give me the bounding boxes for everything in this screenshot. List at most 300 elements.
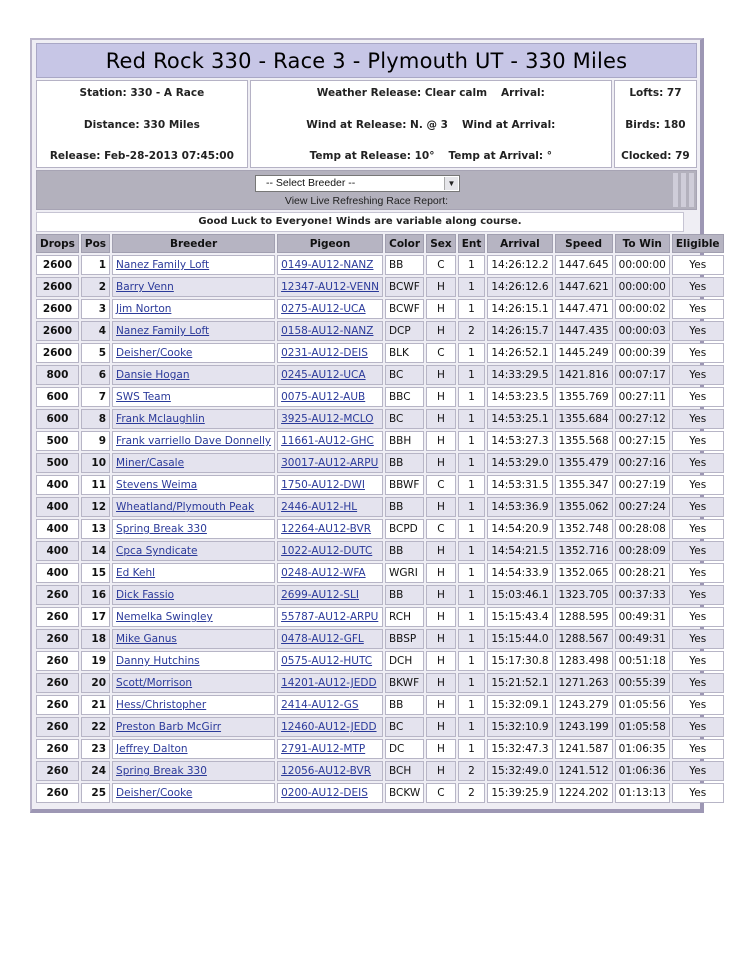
ent-cell: 2 <box>458 761 486 781</box>
sex-cell: H <box>426 563 455 583</box>
decorative-stripes <box>673 173 694 207</box>
sex-cell: H <box>426 541 455 561</box>
pos-cell: 5 <box>81 343 110 363</box>
breeder-link[interactable]: Scott/Morrison <box>116 677 193 689</box>
header-row <box>36 234 730 253</box>
towin-cell: 01:13:13 <box>615 783 670 803</box>
ent-cell: 2 <box>458 321 486 341</box>
table-row <box>36 343 730 363</box>
ent-cell: 1 <box>458 299 486 319</box>
ent-cell: 1 <box>458 717 486 737</box>
breeder-cell <box>112 277 275 297</box>
breeder-link[interactable]: Frank varriello Dave Donnelly <box>116 435 272 447</box>
eligible-cell: Yes <box>672 365 724 385</box>
towin-cell: 00:07:17 <box>615 365 670 385</box>
pos-cell: 15 <box>81 563 110 583</box>
towin-cell: 00:49:31 <box>615 629 670 649</box>
ent-cell: 1 <box>458 387 486 407</box>
breeder-link[interactable]: Deisher/Cooke <box>116 787 193 799</box>
pigeon-link[interactable]: 3925-AU12-MCLO <box>281 413 374 425</box>
breeder-cell <box>112 695 275 715</box>
announcement: Good Luck to Everyone! Winds are variable along course. <box>36 212 684 232</box>
pos-cell: 22 <box>81 717 110 737</box>
arrival-cell: 15:32:10.9 <box>487 717 552 737</box>
ent-cell: 1 <box>458 453 486 473</box>
towin-cell: 00:37:33 <box>615 585 670 605</box>
arrival-cell: 15:32:09.1 <box>487 695 552 715</box>
color-cell: BCKW <box>385 783 424 803</box>
pigeon-link[interactable]: 0275-AU12-UCA <box>281 303 366 315</box>
drops-cell: 500 <box>36 453 79 473</box>
table-row <box>36 695 730 715</box>
drops-cell: 2600 <box>36 277 79 297</box>
drops-cell: 400 <box>36 475 79 495</box>
speed-cell: 1352.716 <box>555 541 613 561</box>
eligible-cell: Yes <box>672 629 724 649</box>
towin-cell: 00:27:19 <box>615 475 670 495</box>
pigeon-cell <box>277 761 383 781</box>
pigeon-link[interactable]: 0200-AU12-DEIS <box>281 787 368 799</box>
distance-label: Distance: 330 Miles <box>83 118 200 131</box>
pigeon-link[interactable]: 2414-AU12-GS <box>281 699 359 711</box>
speed-cell: 1355.684 <box>555 409 613 429</box>
live-report-label: View Live Refreshing Race Report: <box>284 195 449 207</box>
pigeon-link[interactable]: 12056-AU12-BVR <box>281 765 372 777</box>
ent-cell: 1 <box>458 365 486 385</box>
table-row <box>36 475 730 495</box>
arrival-cell: 14:53:27.3 <box>487 431 552 451</box>
breeder-link[interactable]: Jeffrey Dalton <box>116 743 188 755</box>
speed-cell: 1447.435 <box>555 321 613 341</box>
speed-cell: 1447.471 <box>555 299 613 319</box>
speed-cell: 1241.587 <box>555 739 613 759</box>
towin-cell: 00:00:03 <box>615 321 670 341</box>
sex-cell: H <box>426 387 455 407</box>
pigeon-link[interactable]: 0248-AU12-WFA <box>281 567 366 579</box>
pigeon-cell <box>277 409 383 429</box>
ent-cell: 1 <box>458 541 486 561</box>
speed-cell: 1355.479 <box>555 453 613 473</box>
eligible-cell: Yes <box>672 673 724 693</box>
color-cell: BC <box>385 365 424 385</box>
arrival-cell: 14:53:31.5 <box>487 475 552 495</box>
color-cell: BB <box>385 695 424 715</box>
race-title: Red Rock 330 - Race 3 - Plymouth UT - 330 Miles <box>36 43 697 78</box>
pigeon-link[interactable]: 12460-AU12-JEDD <box>281 721 377 733</box>
sex-cell: C <box>426 519 455 539</box>
table-row <box>36 563 730 583</box>
drops-cell: 260 <box>36 629 79 649</box>
pos-cell: 3 <box>81 299 110 319</box>
drops-cell: 600 <box>36 409 79 429</box>
pigeon-link[interactable]: 0231-AU12-DEIS <box>281 347 368 359</box>
eligible-cell: Yes <box>672 497 724 517</box>
breeder-cell <box>112 563 275 583</box>
breeder-cell <box>112 585 275 605</box>
towin-cell: 01:06:36 <box>615 761 670 781</box>
pigeon-link[interactable]: 12264-AU12-BVR <box>281 523 372 535</box>
pigeon-cell <box>277 387 383 407</box>
breeder-cell <box>112 673 275 693</box>
eligible-cell: Yes <box>672 255 724 275</box>
table-row <box>36 255 730 275</box>
ent-cell: 1 <box>458 255 486 275</box>
sex-cell: C <box>426 783 455 803</box>
sex-cell: H <box>426 673 455 693</box>
eligible-cell: Yes <box>672 387 724 407</box>
drops-cell: 260 <box>36 739 79 759</box>
drops-cell: 2600 <box>36 299 79 319</box>
pigeon-cell <box>277 629 383 649</box>
pigeon-link[interactable]: 0075-AU12-AUB <box>281 391 366 403</box>
eligible-cell: Yes <box>672 453 724 473</box>
breeder-link[interactable]: Cpca Syndicate <box>116 545 198 557</box>
pos-cell: 9 <box>81 431 110 451</box>
breeder-link[interactable]: Spring Break 330 <box>116 523 207 535</box>
table-row <box>36 519 730 539</box>
breeder-cell <box>112 431 275 451</box>
ent-cell: 1 <box>458 475 486 495</box>
pos-cell: 8 <box>81 409 110 429</box>
pos-cell: 10 <box>81 453 110 473</box>
wind-release: Wind at Release: N. @ 3 <box>306 118 448 131</box>
breeder-link[interactable]: Frank Mclaughlin <box>116 413 205 425</box>
towin-cell: 01:05:56 <box>615 695 670 715</box>
color-cell: WGRI <box>385 563 424 583</box>
breeder-link[interactable]: Nanez Family Loft <box>116 259 210 271</box>
pigeon-cell <box>277 497 383 517</box>
breeder-link[interactable]: Dansie Hogan <box>116 369 190 381</box>
sex-cell: H <box>426 497 455 517</box>
eligible-cell: Yes <box>672 563 724 583</box>
table-row <box>36 717 730 737</box>
pigeon-link[interactable]: 0478-AU12-GFL <box>281 633 364 645</box>
pos-cell: 20 <box>81 673 110 693</box>
towin-cell: 01:06:35 <box>615 739 670 759</box>
pos-cell: 19 <box>81 651 110 671</box>
sex-cell: C <box>426 475 455 495</box>
breeder-link[interactable]: Spring Break 330 <box>116 765 207 777</box>
col-pigeon: Pigeon <box>277 234 383 253</box>
ent-cell: 1 <box>458 695 486 715</box>
eligible-cell: Yes <box>672 607 724 627</box>
arrival-cell: 15:32:49.0 <box>487 761 552 781</box>
drops-cell: 260 <box>36 673 79 693</box>
pigeon-cell <box>277 277 383 297</box>
eligible-cell: Yes <box>672 585 724 605</box>
pigeon-cell <box>277 651 383 671</box>
col-ent: Ent <box>458 234 486 253</box>
sex-cell: H <box>426 629 455 649</box>
breeder-select[interactable] <box>255 175 460 192</box>
drops-cell: 800 <box>36 365 79 385</box>
pigeon-link[interactable]: 1750-AU12-DWI <box>281 479 365 491</box>
pos-cell: 16 <box>81 585 110 605</box>
breeder-link[interactable]: Miner/Casale <box>116 457 185 469</box>
breeder-link[interactable]: Mike Ganus <box>116 633 177 645</box>
table-row <box>36 321 730 341</box>
color-cell: BCPD <box>385 519 424 539</box>
table-row <box>36 739 730 759</box>
speed-cell: 1323.705 <box>555 585 613 605</box>
breeder-link[interactable]: Danny Hutchins <box>116 655 200 667</box>
table-row <box>36 387 730 407</box>
arrival-cell: 15:32:47.3 <box>487 739 552 759</box>
color-cell: BBSP <box>385 629 424 649</box>
table-row <box>36 651 730 671</box>
eligible-cell: Yes <box>672 299 724 319</box>
eligible-cell: Yes <box>672 409 724 429</box>
col-eligible: Eligible <box>672 234 724 253</box>
drops-cell: 2600 <box>36 321 79 341</box>
sex-cell: H <box>426 717 455 737</box>
pigeon-cell <box>277 299 383 319</box>
towin-cell: 00:00:00 <box>615 255 670 275</box>
breeder-cell <box>112 409 275 429</box>
sex-cell: H <box>426 277 455 297</box>
towin-cell: 00:27:15 <box>615 431 670 451</box>
breeder-cell <box>112 761 275 781</box>
pigeon-cell <box>277 519 383 539</box>
breeder-link[interactable]: Dick Fassio <box>116 589 175 601</box>
drops-cell: 260 <box>36 717 79 737</box>
sex-cell: H <box>426 585 455 605</box>
arrival-cell: 15:39:25.9 <box>487 783 552 803</box>
color-cell: BB <box>385 453 424 473</box>
pigeon-link[interactable]: 1022-AU12-DUTC <box>281 545 373 557</box>
sex-cell: H <box>426 299 455 319</box>
color-cell: DCP <box>385 321 424 341</box>
table-row <box>36 409 730 429</box>
color-cell: BB <box>385 497 424 517</box>
towin-cell: 00:27:12 <box>615 409 670 429</box>
birds-count: Birds: 180 <box>625 118 686 131</box>
speed-cell: 1447.621 <box>555 277 613 297</box>
breeder-link[interactable]: Deisher/Cooke <box>116 347 193 359</box>
speed-cell: 1271.263 <box>555 673 613 693</box>
pos-cell: 23 <box>81 739 110 759</box>
color-cell: BCWF <box>385 277 424 297</box>
pigeon-link[interactable]: 0158-AU12-NANZ <box>281 325 374 337</box>
pigeon-cell <box>277 585 383 605</box>
towin-cell: 00:00:39 <box>615 343 670 363</box>
pigeon-cell <box>277 365 383 385</box>
towin-cell: 00:28:08 <box>615 519 670 539</box>
sex-cell: C <box>426 343 455 363</box>
sex-cell: H <box>426 365 455 385</box>
station-label: Station: 330 - A Race <box>79 87 205 99</box>
arrival-cell: 14:26:12.6 <box>487 277 552 297</box>
sex-cell: C <box>426 255 455 275</box>
pigeon-cell <box>277 607 383 627</box>
sex-cell: H <box>426 431 455 451</box>
eligible-cell: Yes <box>672 475 724 495</box>
pigeon-link[interactable]: 0245-AU12-UCA <box>281 369 366 381</box>
speed-cell: 1421.816 <box>555 365 613 385</box>
breeder-link[interactable]: Preston Barb McGirr <box>116 721 222 733</box>
table-row <box>36 365 730 385</box>
towin-cell: 00:27:24 <box>615 497 670 517</box>
pos-cell: 13 <box>81 519 110 539</box>
breeder-cell <box>112 739 275 759</box>
breeder-link[interactable]: Hess/Christopher <box>116 699 207 711</box>
eligible-cell: Yes <box>672 761 724 781</box>
ent-cell: 1 <box>458 563 486 583</box>
drops-cell: 260 <box>36 761 79 781</box>
eligible-cell: Yes <box>672 343 724 363</box>
speed-cell: 1355.568 <box>555 431 613 451</box>
pigeon-link[interactable]: 11661-AU12-GHC <box>281 435 374 447</box>
arrival-cell: 15:03:46.1 <box>487 585 552 605</box>
arrival-cell: 15:15:44.0 <box>487 629 552 649</box>
wind-arrival: Wind at Arrival: <box>461 118 556 131</box>
ent-cell: 1 <box>458 607 486 627</box>
sex-cell: H <box>426 409 455 429</box>
towin-cell: 00:28:21 <box>615 563 670 583</box>
table-row <box>36 453 730 473</box>
breeder-cell <box>112 783 275 803</box>
breeder-filter-bar <box>36 170 697 210</box>
pigeon-cell <box>277 343 383 363</box>
pos-cell: 17 <box>81 607 110 627</box>
pigeon-link[interactable]: 2446-AU12-HL <box>281 501 358 513</box>
breeder-link[interactable]: Nanez Family Loft <box>116 325 210 337</box>
drops-cell: 2600 <box>36 255 79 275</box>
arrival-cell: 14:33:29.5 <box>487 365 552 385</box>
table-row <box>36 541 730 561</box>
breeder-cell <box>112 475 275 495</box>
weather-arrival: Arrival: <box>501 87 545 99</box>
pos-cell: 7 <box>81 387 110 407</box>
pigeon-cell <box>277 695 383 715</box>
pigeon-link[interactable]: 30017-AU12-ARPU <box>281 457 379 469</box>
breeder-cell <box>112 607 275 627</box>
speed-cell: 1288.595 <box>555 607 613 627</box>
eligible-cell: Yes <box>672 277 724 297</box>
eligible-cell: Yes <box>672 431 724 451</box>
towin-cell: 00:51:18 <box>615 651 670 671</box>
breeder-link[interactable]: Barry Venn <box>116 281 174 293</box>
ent-cell: 1 <box>458 585 486 605</box>
table-row <box>36 673 730 693</box>
drops-cell: 260 <box>36 607 79 627</box>
drops-cell: 400 <box>36 497 79 517</box>
counts-info <box>614 80 697 168</box>
breeder-link[interactable]: Nemelka Swingley <box>116 611 213 623</box>
color-cell: BC <box>385 717 424 737</box>
sex-cell: H <box>426 761 455 781</box>
pigeon-link[interactable]: 14201-AU12-JEDD <box>281 677 377 689</box>
drops-cell: 400 <box>36 563 79 583</box>
drops-cell: 500 <box>36 431 79 451</box>
temp-arrival: Temp at Arrival: ° <box>448 150 552 162</box>
eligible-cell: Yes <box>672 519 724 539</box>
lofts-count: Lofts: 77 <box>629 87 682 99</box>
speed-cell: 1355.347 <box>555 475 613 495</box>
pigeon-cell <box>277 255 383 275</box>
col-towin: To Win <box>615 234 670 253</box>
towin-cell: 00:28:09 <box>615 541 670 561</box>
arrival-cell: 14:54:33.9 <box>487 563 552 583</box>
pigeon-cell <box>277 431 383 451</box>
towin-cell: 00:27:16 <box>615 453 670 473</box>
speed-cell: 1355.062 <box>555 497 613 517</box>
pigeon-link[interactable]: 12347-AU12-VENN <box>281 281 379 293</box>
weather-info <box>250 80 612 168</box>
pigeon-cell <box>277 673 383 693</box>
color-cell: DCH <box>385 651 424 671</box>
ent-cell: 1 <box>458 519 486 539</box>
col-breeder: Breeder <box>112 234 275 253</box>
drops-cell: 600 <box>36 387 79 407</box>
pigeon-link[interactable]: 55787-AU12-ARPU <box>281 611 379 623</box>
pigeon-cell <box>277 717 383 737</box>
arrival-cell: 14:26:52.1 <box>487 343 552 363</box>
pos-cell: 4 <box>81 321 110 341</box>
breeder-link[interactable]: Stevens Weima <box>116 479 198 491</box>
arrival-cell: 14:54:21.5 <box>487 541 552 561</box>
table-row <box>36 783 730 803</box>
speed-cell: 1243.199 <box>555 717 613 737</box>
table-row <box>36 277 730 297</box>
release-label: Release: Feb-28-2013 07:45:00 <box>49 150 234 162</box>
table-row <box>36 497 730 517</box>
breeder-link[interactable]: SWS Team <box>116 391 171 403</box>
breeder-cell <box>112 343 275 363</box>
breeder-cell <box>112 629 275 649</box>
col-color: Color <box>385 234 424 253</box>
color-cell: BB <box>385 541 424 561</box>
pigeon-link[interactable]: 0149-AU12-NANZ <box>281 259 374 271</box>
ent-cell: 1 <box>458 739 486 759</box>
sex-cell: H <box>426 607 455 627</box>
breeder-link[interactable]: Wheatland/Plymouth Peak <box>116 501 255 513</box>
pigeon-cell <box>277 453 383 473</box>
pigeon-cell <box>277 475 383 495</box>
ent-cell: 1 <box>458 497 486 517</box>
towin-cell: 01:05:58 <box>615 717 670 737</box>
breeder-cell <box>112 299 275 319</box>
towin-cell: 00:55:39 <box>615 673 670 693</box>
pigeon-cell <box>277 783 383 803</box>
towin-cell: 00:49:31 <box>615 607 670 627</box>
breeder-cell <box>112 497 275 517</box>
pigeon-link[interactable]: 0575-AU12-HUTC <box>281 655 373 667</box>
breeder-link[interactable]: Ed Kehl <box>116 567 156 579</box>
eligible-cell: Yes <box>672 717 724 737</box>
color-cell: BC <box>385 409 424 429</box>
arrival-cell: 14:53:25.1 <box>487 409 552 429</box>
col-drops: Drops <box>36 234 79 253</box>
pigeon-link[interactable]: 2791-AU12-MTP <box>281 743 366 755</box>
chevron-down-icon[interactable]: ▼ <box>444 177 458 190</box>
breeder-cell <box>112 717 275 737</box>
table-row <box>36 585 730 605</box>
breeder-link[interactable]: Jim Norton <box>116 303 172 315</box>
arrival-cell: 14:26:12.2 <box>487 255 552 275</box>
color-cell: BCWF <box>385 299 424 319</box>
pigeon-link[interactable]: 2699-AU12-SLI <box>281 589 359 601</box>
station-info <box>36 80 248 168</box>
speed-cell: 1224.202 <box>555 783 613 803</box>
breeder-cell <box>112 519 275 539</box>
col-arrival: Arrival <box>487 234 552 253</box>
sex-cell: H <box>426 321 455 341</box>
pos-cell: 6 <box>81 365 110 385</box>
speed-cell: 1355.769 <box>555 387 613 407</box>
breeder-cell <box>112 255 275 275</box>
temp-release: Temp at Release: 10° <box>309 150 435 162</box>
